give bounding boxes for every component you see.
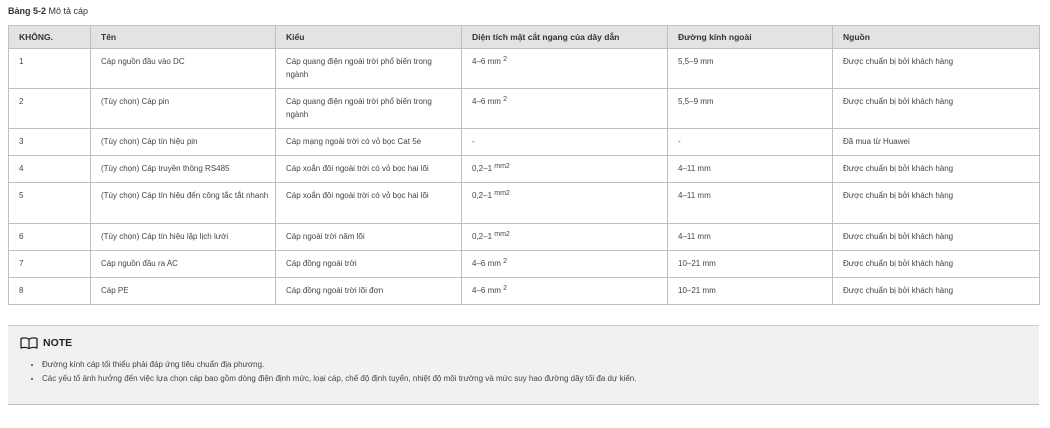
cell-source: Đã mua từ Huawei [833,129,1040,156]
cell-diameter: 4–11 mm [668,183,833,224]
cell-source: Được chuẩn bị bởi khách hàng [833,89,1040,129]
cell-area [462,224,668,251]
cell-area [462,89,668,129]
cell-source: Được chuẩn bị bởi khách hàng [833,251,1040,278]
area-value: - [472,137,475,146]
cell-type: Cáp đồng ngoài trời [276,251,462,278]
area-unit-sup: mm2 [494,231,510,238]
cell-diameter: 10–21 mm [668,251,833,278]
cell-diameter: - [668,129,833,156]
cell-diameter: 4–11 mm [668,156,833,183]
cell-type: Cáp xoắn đôi ngoài trời có vỏ bọc hai lõi [276,183,462,224]
table-row [9,129,1040,156]
note-item: • Đường kính cáp tối thiểu phải đáp ứng tiêu chuẩn địa phương. [42,358,636,372]
note-header [20,337,72,349]
table-row [9,183,1040,224]
area-unit-sup: 2 [503,285,508,292]
header-diameter: Đường kính ngoài [668,26,833,49]
cell-source: Được chuẩn bị bởi khách hàng [833,49,1040,89]
cell-area [462,129,668,156]
cell-name: (Tùy chọn) Cáp truyền thông RS485 [91,156,276,183]
table-header-row [9,26,1040,49]
area-value: 4–6 mm [472,259,501,268]
cell-source: Được chuẩn bị bởi khách hàng [833,224,1040,251]
cell-diameter: 5,5–9 mm [668,49,833,89]
cell-no: 7 [9,251,91,278]
cell-name: (Tùy chọn) Cáp tín hiệu pin [91,129,276,156]
table-title: Mô tả cáp [48,6,89,16]
cell-no: 4 [9,156,91,183]
area-value: 0,2–1 [472,232,493,241]
area-value: 4–6 mm [472,97,501,106]
area-value: 4–6 mm [472,57,501,66]
area-value: 4–6 mm [472,286,501,295]
note-box [8,325,1039,405]
cell-type: Cáp xoắn đôi ngoài trời có vỏ bọc hai lõi [276,156,462,183]
header-name: Tên [91,26,276,49]
cell-type: Cáp mạng ngoài trời có vỏ bọc Cat 5e [276,129,462,156]
table-row [9,49,1040,89]
cell-diameter: 10–21 mm [668,278,833,305]
cell-area [462,278,668,305]
table-row [9,156,1040,183]
area-unit-sup: mm2 [494,190,510,197]
header-type: Kiểu [276,26,462,49]
cell-no: 2 [9,89,91,129]
table-caption [8,6,88,16]
table-row [9,251,1040,278]
cell-area [462,49,668,89]
cell-name: Cáp nguồn đầu vào DC [91,49,276,89]
book-icon [20,337,38,349]
cell-name: (Tùy chọn) Cáp tín hiệu lập lịch lưới [91,224,276,251]
table-row [9,89,1040,129]
cell-type: Cáp quang điện ngoài trời phổ biến trong ngành [276,89,462,129]
note-title: NOTE [43,337,73,349]
cell-source: Được chuẩn bị bởi khách hàng [833,183,1040,224]
cell-type: Cáp đồng ngoài trời lõi đơn [276,278,462,305]
area-unit-sup: 2 [503,96,508,103]
table-row [9,224,1040,251]
cell-no: 1 [9,49,91,89]
cell-type: Cáp quang điện ngoài trời phổ biến trong ngành [276,49,462,89]
area-unit-sup: 2 [503,56,508,63]
header-area: Diện tích mặt cắt ngang của dây dẫn [462,26,668,49]
note-list [30,358,636,386]
area-unit-sup: mm2 [494,163,510,170]
header-source: Nguồn [833,26,1040,49]
cell-diameter: 4–11 mm [668,224,833,251]
cell-no: 5 [9,183,91,224]
cell-name: (Tùy chọn) Cáp tín hiệu đến công tắc tắt nhanh [91,183,276,224]
table-number: Bảng 5-2 [8,6,47,16]
cell-area [462,251,668,278]
cell-area [462,183,668,224]
cell-no: 8 [9,278,91,305]
cell-diameter: 5,5–9 mm [668,89,833,129]
cell-type: Cáp ngoài trời năm lõi [276,224,462,251]
area-value: 0,2–1 [472,191,493,200]
header-no: KHÔNG. [9,26,91,49]
cell-source: Được chuẩn bị bởi khách hàng [833,156,1040,183]
cell-no: 6 [9,224,91,251]
area-value: 0,2–1 [472,164,493,173]
cell-name: Cáp PE [91,278,276,305]
area-unit-sup: 2 [503,258,508,265]
cable-description-table [8,25,1040,305]
table-row [9,278,1040,305]
note-item: • Các yếu tố ảnh hưởng đến việc lựa chọn cáp bao gồm dòng điện định mức, loại cáp, chế độ định tuyến, nhiệt độ môi trường và mức suy hao đường dây tối đa dự kiến. [42,372,636,386]
cell-area [462,156,668,183]
cell-name: Cáp nguồn đầu ra AC [91,251,276,278]
cell-source: Được chuẩn bị bởi khách hàng [833,278,1040,305]
cell-no: 3 [9,129,91,156]
cell-name: (Tùy chọn) Cáp pin [91,89,276,129]
